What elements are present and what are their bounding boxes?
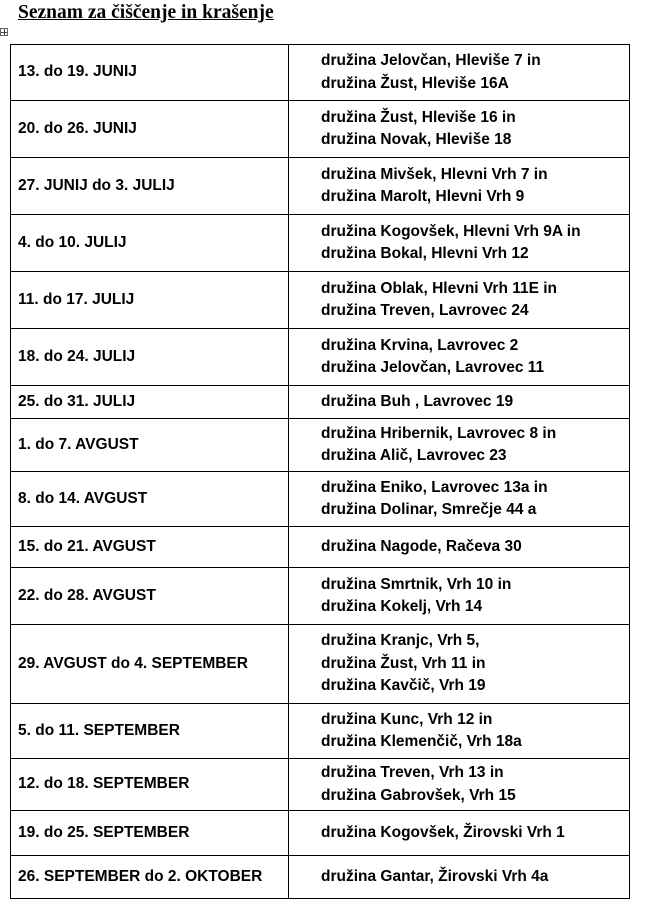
cleaning-schedule-table <box>10 44 630 899</box>
family-entry: družina Novak, Hleviše 18 <box>321 131 512 148</box>
family-entry: družina Treven, Vrh 13 in <box>321 764 504 781</box>
families-cell <box>289 759 630 811</box>
table-row <box>11 272 630 329</box>
week-cell: 25. do 31. JULIJ <box>11 386 289 419</box>
week-cell: 1. do 7. AVGUST <box>11 419 289 472</box>
table-row <box>11 527 630 568</box>
family-entry: družina Oblak, Hlevni Vrh 11E in <box>321 279 558 297</box>
week-cell: 18. do 24. JULIJ <box>11 329 289 386</box>
families-cell <box>289 45 630 101</box>
families-cell <box>289 811 630 856</box>
family-entry: družina Kokelj, Vrh 14 <box>321 598 483 615</box>
table-row <box>11 158 630 215</box>
families-cell <box>289 272 630 329</box>
family-entry: družina Dolinar, Smrečje 44 a <box>321 501 537 518</box>
family-entry: družina Kunc, Vrh 12 in <box>321 710 493 728</box>
families-cell <box>289 527 630 568</box>
table-row <box>11 101 630 158</box>
week-cell: 29. AVGUST do 4. SEPTEMBER <box>11 625 289 704</box>
families-cell <box>289 568 630 625</box>
families-cell <box>289 386 630 419</box>
family-entry: družina Žust, Vrh 11 in <box>321 654 486 672</box>
families-cell <box>289 329 630 386</box>
table-move-handle-icon[interactable] <box>0 28 8 36</box>
table-row <box>11 759 630 811</box>
document-title: Seznam za čiščenje in krašenje <box>18 2 274 23</box>
family-entry: družina Kranjc, Vrh 5, <box>321 632 480 650</box>
family-entry: družina Klemenčič, Vrh 18a <box>321 733 522 750</box>
week-cell: 5. do 11. SEPTEMBER <box>11 704 289 759</box>
table-row <box>11 215 630 272</box>
table-row <box>11 856 630 899</box>
families-cell <box>289 158 630 215</box>
week-cell: 19. do 25. SEPTEMBER <box>11 811 289 856</box>
table-row <box>11 704 630 759</box>
table-row <box>11 568 630 625</box>
family-entry: družina Kogovšek, Hlevni Vrh 9A in <box>321 222 581 240</box>
family-entry: družina Treven, Lavrovec 24 <box>321 302 529 319</box>
families-cell <box>289 419 630 472</box>
family-entry: družina Marolt, Hlevni Vrh 9 <box>321 188 525 205</box>
schedule-body <box>11 45 630 899</box>
table-row <box>11 811 630 856</box>
family-entry: družina Mivšek, Hlevni Vrh 7 in <box>321 165 548 183</box>
family-entry: družina Eniko, Lavrovec 13a in <box>321 478 548 496</box>
family-entry: družina Nagode, Račeva 30 <box>321 537 522 555</box>
family-entry: družina Jelovčan, Hleviše 7 in <box>321 52 541 69</box>
table-row <box>11 386 630 419</box>
family-entry: družina Kogovšek, Žirovski Vrh 1 <box>321 823 565 841</box>
family-entry: družina Gabrovšek, Vrh 15 <box>321 786 516 804</box>
week-cell: 4. do 10. JULIJ <box>11 215 289 272</box>
week-cell: 12. do 18. SEPTEMBER <box>11 759 289 811</box>
families-cell <box>289 472 630 527</box>
week-cell: 11. do 17. JULIJ <box>11 272 289 329</box>
week-cell: 26. SEPTEMBER do 2. OKTOBER <box>11 856 289 899</box>
families-cell <box>289 625 630 704</box>
table-row <box>11 419 630 472</box>
table-row <box>11 45 630 101</box>
families-cell <box>289 101 630 158</box>
family-entry: družina Jelovčan, Lavrovec 11 <box>321 359 545 376</box>
family-entry: družina Žust, Hleviše 16 in <box>321 108 516 126</box>
week-cell: 20. do 26. JUNIJ <box>11 101 289 158</box>
family-entry: družina Hribernik, Lavrovec 8 in <box>321 424 557 442</box>
week-cell: 27. JUNIJ do 3. JULIJ <box>11 158 289 215</box>
families-cell <box>289 856 630 899</box>
week-cell: 8. do 14. AVGUST <box>11 472 289 527</box>
family-entry: družina Alič, Lavrovec 23 <box>321 447 507 464</box>
week-cell: 13. do 19. JUNIJ <box>11 45 289 101</box>
week-cell: 22. do 28. AVGUST <box>11 568 289 625</box>
week-cell: 15. do 21. AVGUST <box>11 527 289 568</box>
family-entry: družina Žust, Hleviše 16A <box>321 74 509 92</box>
table-row <box>11 329 630 386</box>
families-cell <box>289 215 630 272</box>
table-row <box>11 625 630 704</box>
family-entry: družina Kavčič, Vrh 19 <box>321 677 486 695</box>
family-entry: družina Smrtnik, Vrh 10 in <box>321 575 512 593</box>
family-entry: družina Gantar, Žirovski Vrh 4a <box>321 867 549 885</box>
families-cell <box>289 704 630 759</box>
table-row <box>11 472 630 527</box>
family-entry: družina Krvina, Lavrovec 2 <box>321 336 519 354</box>
family-entry: družina Buh , Lavrovec 19 <box>321 392 514 410</box>
family-entry: družina Bokal, Hlevni Vrh 12 <box>321 245 529 262</box>
